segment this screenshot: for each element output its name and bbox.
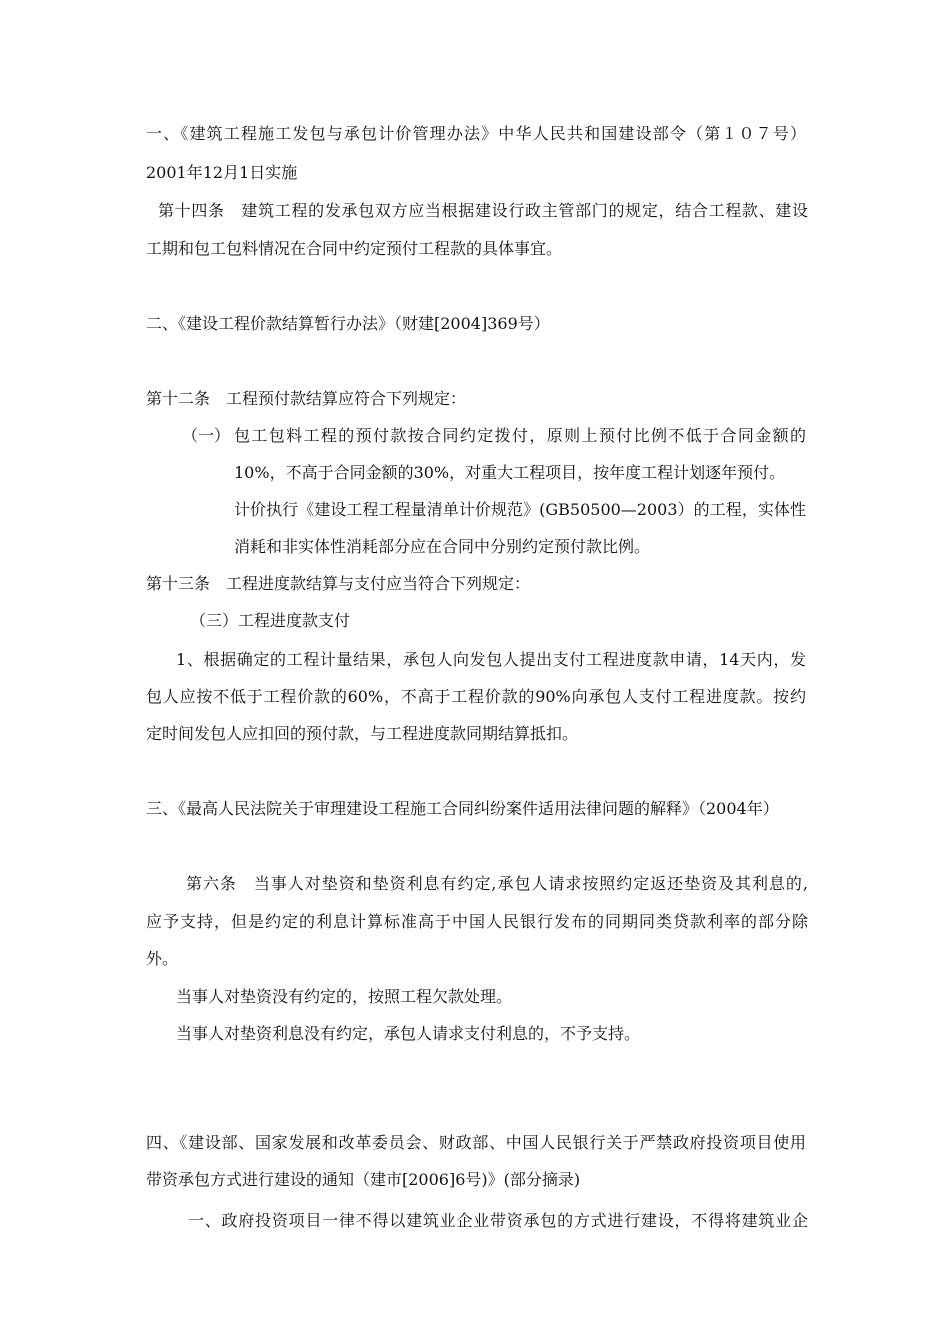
- article6-line2: 应予支持，但是约定的利息计算标准高于中国人民银行发布的同期同类贷款利率的部分除: [146, 912, 808, 931]
- article14-line2: 工期和包工包料情况在合同中约定预付工程款的具体事宜。: [146, 239, 563, 258]
- section4-clause1: 一、政府投资项目一律不得以建筑业企业带资承包的方式进行建设，不得将建筑业企: [188, 1211, 808, 1230]
- progress-payment-line1: 1、根据确定的工程计量结果，承包人向发包人提出支付工程进度款申请，14天内，发: [176, 650, 806, 669]
- section4-heading-line1: 四、《建设部、国家发展和改革委员会、财政部、中国人民银行关于严禁政府投资项目使用: [146, 1133, 806, 1152]
- section4-heading-line2: 带资承包方式进行建设的通知（建市[2006]6号)》(部分摘录): [146, 1170, 581, 1189]
- article6-line3: 外。: [146, 949, 179, 968]
- article13: 第十三条 工程进度款结算与支付应当符合下列规定：: [146, 574, 531, 593]
- article6-line1: 第六条 当事人对垫资和垫资利息有约定,承包人请求按照约定返还垫资及其利息的,: [186, 874, 808, 893]
- advance-no-agreement: 当事人对垫资没有约定的，按照工程欠款处理。: [176, 987, 513, 1006]
- section1-date: 2001年12月1日实施: [146, 163, 298, 182]
- progress-payment-line3: 定时间发包人应扣回的预付款，与工程进度款同期结算抵扣。: [146, 724, 579, 743]
- section1-heading: 一、《建筑工程施工发包与承包计价管理办法》中华人民共和国建设部令（第１０７号）: [146, 124, 806, 143]
- item1-label: （一）: [182, 426, 231, 445]
- item1-line1: 包工包料工程的预付款按合同约定拨付，原则上预付比例不低于合同金额的: [234, 426, 806, 445]
- interest-no-agreement: 当事人对垫资利息没有约定，承包人请求支付利息的，不予支持。: [176, 1024, 641, 1043]
- item1-line3: 计价执行《建设工程工程量清单计价规范》(GB50500—2003）的工程，实体性: [234, 500, 806, 519]
- section3-heading: 三、《最高人民法院关于审理建设工程施工合同纠纷案件适用法律问题的解释》（2004年）: [146, 799, 779, 818]
- item1-line2: 10%，不高于合同金额的30%，对重大工程项目，按年度工程计划逐年预付。: [234, 463, 786, 482]
- progress-payment-line2: 包人应按不低于工程价款的60%，不高于工程价款的90%向承包人支付工程进度款。按约: [146, 687, 806, 706]
- article12: 第十二条 工程预付款结算应符合下列规定：: [146, 389, 467, 408]
- item3: （三）工程进度款支付: [190, 611, 351, 630]
- section2-heading: 二、《建设工程价款结算暂行办法》（财建[2004]369号）: [146, 314, 550, 333]
- article14-line1: 第十四条 建筑工程的发承包双方应当根据建设行政主管部门的规定，结合工程款、建设: [158, 201, 808, 220]
- item1-line4: 消耗和非实体性消耗部分应在合同中分别约定预付款比例。: [234, 537, 651, 556]
